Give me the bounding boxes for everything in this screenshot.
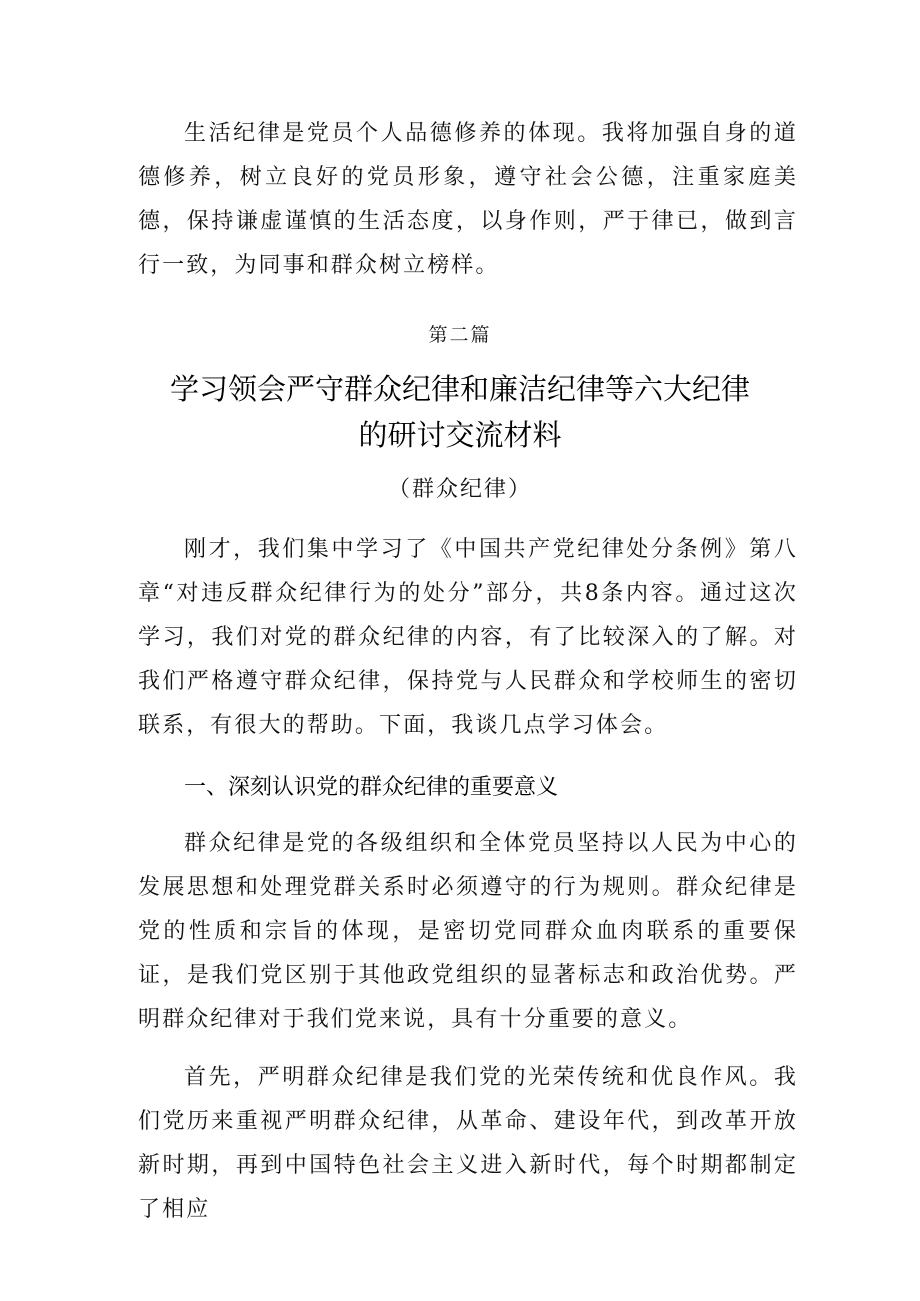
paragraph-significance: 群众纪律是党的各级组织和全体党员坚持以人民为中心的发展思想和处理党群关系时必须遵守的行为规则。群众纪律是党的性质和宗旨的体现，是密切党同群众血肉联系的重要保证，是我们党区别于其他政党组织的显著标志和政治优势。严明群众纪律对于我们党来说，具有十分重要的意义。 (138, 831, 798, 1032)
title-line-1: 学习领会严守群众纪律和廉洁纪律等六大纪律 (169, 372, 750, 406)
paragraph-first-point: 首先，严明群众纪律是我们党的光荣传统和优良作风。我们党历来重视严明群众纪律，从革命、建设年代，到改革开放新时期，再到中国特色社会主义进入新时代，每个时期都制定了相应 (138, 1065, 798, 1222)
subtitle: （群众纪律） (387, 477, 532, 502)
title-line-2: 的研讨交流材料 (358, 418, 562, 452)
intro-paragraph: 生活纪律是党员个人品德修养的体现。我将加强自身的道德修养，树立良好的党员形象，遵守社会公德，注重家庭美德，保持谦虚谨慎的生活态度，以身作则，严于律已，做到言行一致，为同事和群众树立榜样。 (138, 121, 798, 278)
document-title (0, 366, 920, 458)
section-heading: 一、深刻认识党的群众纪律的重要意义 (184, 775, 559, 800)
paragraph-opening: 刚才，我们集中学习了《中国共产党纪律处分条例》第八章“对违反群众纪律行为的处分”部分，共8条内容。通过这次学习，我们对党的群众纪律的内容，有了比较深入的了解。对我们严格遵守群众纪律，保持党与人民群众和学校师生的密切联系，有很大的帮助。下面，我谈几点学习体会。 (138, 537, 798, 738)
part-label: 第二篇 (428, 324, 492, 346)
